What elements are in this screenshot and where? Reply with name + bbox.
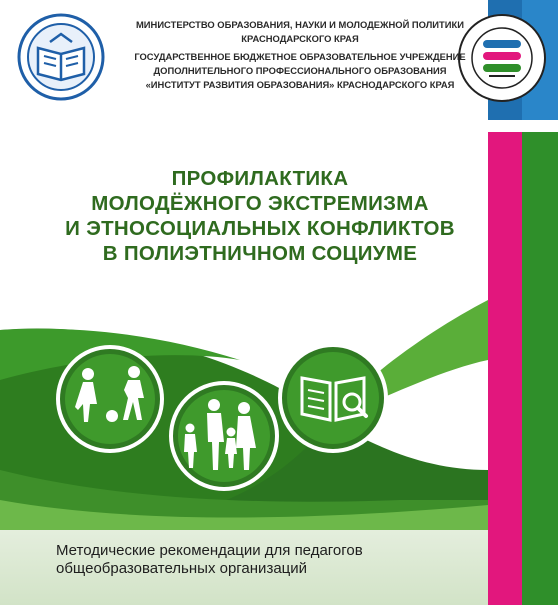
header-text <box>120 18 480 92</box>
header-line-2: КРАСНОДАРСКОГО КРАЯ <box>241 33 359 44</box>
header-line-5: «ИНСТИТУТ РАЗВИТИЯ ОБРАЗОВАНИЯ» КРАСНОДАРСКОГО КРАЯ <box>145 79 455 90</box>
title-line-4: В ПОЛИЭТНИЧНОМ СОЦИУМЕ <box>102 242 418 265</box>
book-magnifier-icon <box>280 345 386 451</box>
title-line-2: МОЛОДЁЖНОГО ЭКСТРЕМИЗМА <box>91 192 429 215</box>
title-line-1: ПРОФИЛАКТИКА <box>171 167 349 190</box>
header-line-1: МИНИСТЕРСТВО ОБРАЗОВАНИЯ, НАУКИ И МОЛОДЕЖНОЙ ПОЛИТИКИ <box>136 19 464 30</box>
document-title <box>40 166 480 266</box>
header-line-4: ДОПОЛНИТЕЛЬНОГО ПРОФЕССИОНАЛЬНОГО ОБРАЗОВАНИЯ <box>153 65 447 76</box>
children-playing-icon <box>58 347 162 451</box>
document-subtitle <box>56 542 476 578</box>
subtitle-line-1: Методические рекомендации для педагогов <box>56 542 363 559</box>
subtitle-line-2: общеобразовательных организаций <box>56 560 308 577</box>
title-line-3: И ЭТНОСОЦИАЛЬНЫХ КОНФЛИКТОВ <box>65 217 455 240</box>
family-icon <box>171 383 277 489</box>
ministry-emblem-icon <box>16 12 106 102</box>
header-line-3: ГОСУДАРСТВЕННОЕ БЮДЖЕТНОЕ ОБРАЗОВАТЕЛЬНОЕ УЧРЕЖДЕНИЕ <box>134 51 466 62</box>
